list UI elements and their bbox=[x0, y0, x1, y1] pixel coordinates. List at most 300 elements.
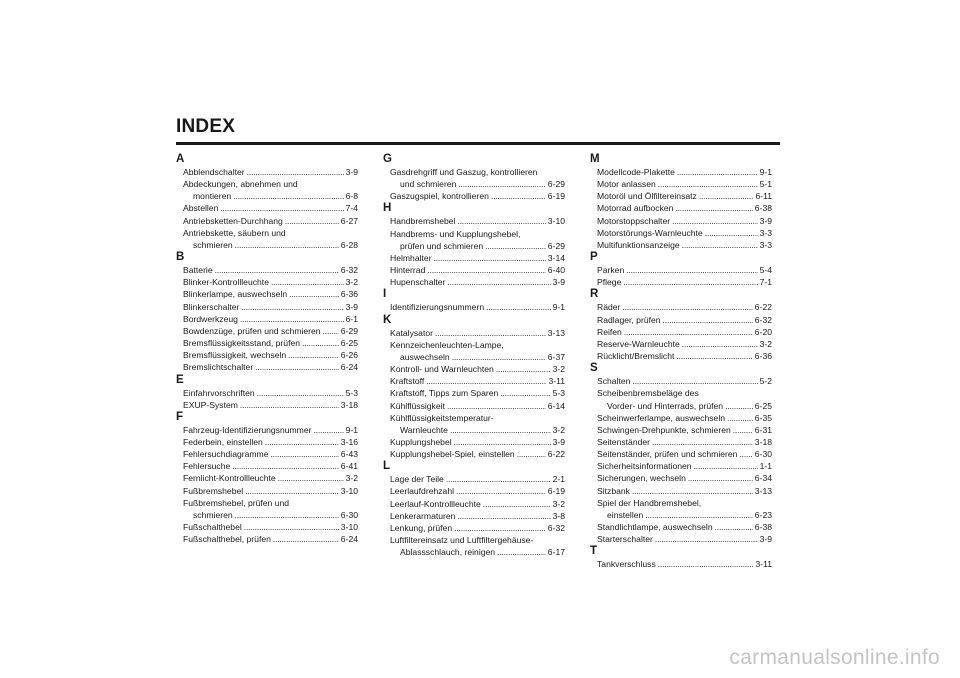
index-section-h bbox=[383, 202, 565, 288]
entry-term: Motorstoppschalter bbox=[597, 215, 671, 226]
entry-term: Lage der Teile bbox=[390, 474, 444, 485]
page-number: 9-1 bbox=[345, 424, 358, 435]
page-number: 2-1 bbox=[552, 474, 565, 485]
dot-leader bbox=[677, 166, 758, 178]
index-section-t bbox=[590, 545, 772, 570]
section-letter: K bbox=[383, 313, 392, 326]
page-number: 6-19 bbox=[547, 486, 565, 497]
entry-term: Bremsflüssigkeit, wechseln bbox=[183, 350, 287, 361]
dot-leader bbox=[715, 521, 753, 533]
page-number: 3-10 bbox=[340, 522, 358, 533]
dot-leader bbox=[426, 375, 546, 387]
entry-term: Reifen bbox=[597, 326, 622, 337]
dot-leader bbox=[278, 472, 344, 484]
index-entry bbox=[590, 485, 772, 497]
title-divider bbox=[176, 142, 780, 145]
index-entry bbox=[383, 190, 565, 202]
entry-term: Fehlersuche bbox=[183, 461, 231, 472]
dot-leader bbox=[435, 327, 546, 339]
entry-term: Batterie bbox=[183, 265, 213, 276]
page-number: 6-29 bbox=[547, 179, 565, 190]
entry-term: Scheibenbremsbeläge des bbox=[597, 388, 699, 399]
dot-leader bbox=[302, 337, 339, 349]
page-number: 6-30 bbox=[754, 449, 772, 460]
index-entry bbox=[590, 533, 772, 545]
index-entry bbox=[176, 424, 358, 436]
section-letter: R bbox=[590, 288, 599, 301]
page-number: 6-24 bbox=[340, 362, 358, 373]
page-title: INDEX bbox=[176, 116, 236, 137]
entry-term: Einfahrvorschriften bbox=[183, 387, 255, 398]
index-section-s bbox=[590, 362, 772, 545]
page-number: 5-2 bbox=[759, 376, 772, 387]
dot-leader bbox=[658, 558, 754, 570]
entry-term: Helmhalter bbox=[390, 252, 432, 263]
index-entry bbox=[383, 339, 565, 363]
index-section-b bbox=[176, 251, 358, 373]
dot-leader bbox=[652, 436, 753, 448]
page-number: 6-35 bbox=[754, 412, 772, 423]
index-entry bbox=[590, 276, 772, 288]
index-section-i bbox=[383, 288, 565, 313]
index-entry bbox=[176, 227, 358, 251]
dot-leader bbox=[500, 387, 550, 399]
index-entry bbox=[383, 485, 565, 497]
index-entry bbox=[176, 485, 358, 497]
entry-term: Fehlersuchdiagramme bbox=[183, 449, 269, 460]
entry-term: EXUP-System bbox=[183, 399, 238, 410]
dot-leader bbox=[632, 375, 757, 387]
index-entry bbox=[590, 460, 772, 472]
dot-leader bbox=[285, 215, 339, 227]
page-number: 6-36 bbox=[754, 351, 772, 362]
dot-leader bbox=[233, 190, 343, 202]
page-number: 3-16 bbox=[340, 436, 358, 447]
section-letter: L bbox=[383, 460, 391, 473]
entry-term: Radlager, prüfen bbox=[597, 314, 661, 325]
entry-term: Motoröl und Ölfiltereinsatz bbox=[597, 191, 697, 202]
index-section-r bbox=[590, 288, 772, 362]
page-number: 6-32 bbox=[547, 522, 565, 533]
section-letter: E bbox=[176, 373, 184, 386]
dot-leader bbox=[725, 400, 753, 412]
page-number: 6-28 bbox=[340, 239, 358, 250]
index-entry bbox=[383, 473, 565, 485]
entry-term: Blinkerlampe, auswechseln bbox=[183, 289, 288, 300]
entry-term: Kontroll- und Warnleuchten bbox=[390, 364, 494, 375]
index-entry bbox=[176, 313, 358, 325]
page-number: 3-2 bbox=[552, 424, 565, 435]
page-number: 3-2 bbox=[759, 338, 772, 349]
entry-term: Scheinwerferlampe, auswechseln bbox=[597, 412, 726, 423]
entry-term: Kupplungshebel bbox=[390, 436, 452, 447]
index-section-p bbox=[590, 251, 772, 288]
index-entry bbox=[176, 178, 358, 202]
entry-term: Modellcode-Plakette bbox=[597, 167, 675, 177]
entry-term: schmieren bbox=[193, 509, 233, 520]
page-number: 6-25 bbox=[754, 400, 772, 411]
section-letter: A bbox=[176, 153, 185, 165]
page-number: 3-2 bbox=[345, 473, 358, 484]
dot-leader bbox=[676, 350, 752, 362]
index-entry bbox=[176, 166, 358, 178]
dot-leader bbox=[247, 166, 344, 178]
entry-term: Gaszugspiel, kontrollieren bbox=[390, 191, 489, 202]
dot-leader bbox=[483, 498, 551, 510]
entry-term: Lenkerarmaturen bbox=[390, 510, 456, 521]
entry-term: Starterschalter bbox=[597, 534, 653, 545]
dot-leader bbox=[271, 276, 344, 288]
page-number: 6-24 bbox=[340, 534, 358, 545]
dot-leader bbox=[632, 485, 753, 497]
dot-leader bbox=[739, 448, 752, 460]
entry-term: Lenkung, prüfen bbox=[390, 522, 453, 533]
dot-leader bbox=[273, 533, 339, 545]
page-number: 6-22 bbox=[547, 449, 565, 460]
index-entry bbox=[590, 301, 772, 313]
index-entry bbox=[176, 436, 358, 448]
index-section-g bbox=[383, 153, 565, 202]
page-number: 3-3 bbox=[759, 227, 772, 238]
entry-term: Kupplungshebel-Spiel, einstellen bbox=[390, 449, 515, 460]
entry-term: Räder bbox=[597, 302, 621, 313]
index-entry bbox=[383, 327, 565, 339]
index-entry bbox=[176, 361, 358, 373]
index-entry bbox=[383, 363, 565, 375]
entry-term: Leerlauf-Kontrollleuchte bbox=[390, 498, 481, 509]
entry-term: Hinterrad bbox=[390, 265, 426, 276]
index-entry bbox=[590, 202, 772, 214]
dot-leader bbox=[235, 509, 339, 521]
index-entry bbox=[590, 239, 772, 251]
page-number: 5-3 bbox=[552, 388, 565, 399]
page-number: 3-8 bbox=[552, 510, 565, 521]
index-entry bbox=[383, 264, 565, 276]
index-column-3 bbox=[590, 153, 772, 571]
entry-term: Sitzbank bbox=[597, 485, 630, 496]
dot-leader bbox=[434, 252, 546, 264]
page-number: 6-40 bbox=[547, 265, 565, 276]
entry-term: Fernlicht-Kontrollleuchte bbox=[183, 473, 276, 484]
index-entry bbox=[383, 436, 565, 448]
page-number: 3-18 bbox=[754, 436, 772, 447]
index-entry bbox=[176, 202, 358, 214]
dot-leader bbox=[240, 399, 339, 411]
dot-leader bbox=[457, 215, 545, 227]
dot-leader bbox=[447, 400, 546, 412]
entry-term: Handbremshebel bbox=[390, 216, 456, 227]
page-number: 3-13 bbox=[547, 327, 565, 338]
page-number: 6-43 bbox=[340, 449, 358, 460]
index-entry bbox=[383, 375, 565, 387]
dot-leader bbox=[244, 521, 339, 533]
index-entry bbox=[383, 387, 565, 399]
entry-term: Katalysator bbox=[390, 327, 433, 338]
entry-term: Handbrems- und Kupplungshebel, bbox=[390, 228, 521, 239]
dot-leader bbox=[450, 424, 551, 436]
page-number: 6-1 bbox=[345, 313, 358, 324]
page-number: 6-38 bbox=[754, 203, 772, 214]
dot-leader bbox=[663, 314, 753, 326]
page-number: 5-1 bbox=[759, 179, 772, 190]
entry-term: Bowdenzüge, prüfen und schmieren bbox=[183, 325, 321, 336]
entry-term: Pflege bbox=[597, 277, 622, 288]
page-number: 6-37 bbox=[547, 351, 565, 362]
index-entry bbox=[383, 215, 565, 227]
page-number: 3-2 bbox=[552, 364, 565, 375]
page-number: 3-18 bbox=[340, 399, 358, 410]
index-entry bbox=[176, 264, 358, 276]
dot-leader bbox=[705, 227, 758, 239]
dot-leader bbox=[699, 190, 754, 202]
index-entry bbox=[383, 534, 565, 558]
page-number: 6-29 bbox=[340, 325, 358, 336]
index-entry bbox=[383, 228, 565, 252]
page-number: 6-31 bbox=[754, 424, 772, 435]
page-number: 6-23 bbox=[754, 509, 772, 520]
dot-leader bbox=[241, 301, 343, 313]
entry-term: auswechseln bbox=[400, 351, 450, 362]
page-number: 3-3 bbox=[759, 239, 772, 250]
entry-term: Motorstörungs-Warnleuchte bbox=[597, 227, 703, 238]
index-entry bbox=[176, 472, 358, 484]
index-entry bbox=[383, 166, 565, 190]
entry-term: Fußschalthebel, prüfen bbox=[183, 534, 271, 545]
index-entry bbox=[176, 276, 358, 288]
page-number: 3-9 bbox=[552, 436, 565, 447]
index-section-k bbox=[383, 314, 565, 461]
dot-leader bbox=[240, 313, 344, 325]
entry-term: einstellen bbox=[607, 509, 644, 520]
dot-leader bbox=[655, 533, 758, 545]
page-number: 3-14 bbox=[547, 252, 565, 263]
index-entry bbox=[590, 497, 772, 521]
dot-leader bbox=[452, 351, 546, 363]
entry-term: Bremsflüssigkeitsstand, prüfen bbox=[183, 338, 301, 349]
entry-term: Warnleuchte bbox=[400, 424, 448, 435]
dot-leader bbox=[456, 485, 546, 497]
dot-leader bbox=[485, 240, 546, 252]
entry-term: Sicherungen, wechseln bbox=[597, 473, 686, 484]
index-entry bbox=[590, 387, 772, 411]
page-number: 3-9 bbox=[552, 277, 565, 288]
entry-term: Gasdrehgriff und Gaszug, kontrollieren bbox=[390, 167, 538, 177]
entry-term: Standlichtlampe, auswechseln bbox=[597, 522, 713, 533]
entry-term: Parken bbox=[597, 265, 625, 276]
index-entry bbox=[590, 350, 772, 362]
section-letter: M bbox=[590, 153, 600, 165]
dot-leader bbox=[427, 264, 545, 276]
index-entry bbox=[383, 498, 565, 510]
page-number: 3-10 bbox=[547, 216, 565, 227]
index-entry bbox=[590, 227, 772, 239]
dot-leader bbox=[645, 509, 752, 521]
dot-leader bbox=[497, 546, 546, 558]
page-number: 1-1 bbox=[759, 461, 772, 472]
dot-leader bbox=[517, 448, 546, 460]
page-number: 3-13 bbox=[754, 485, 772, 496]
index-entry bbox=[590, 190, 772, 202]
page-number: 9-1 bbox=[552, 302, 565, 313]
page-number: 3-2 bbox=[552, 498, 565, 509]
entry-term: Antriebsketten-Durchhang bbox=[183, 215, 283, 226]
dot-leader bbox=[255, 361, 339, 373]
index-entry bbox=[176, 288, 358, 300]
entry-term: Motor anlassen bbox=[597, 179, 656, 190]
page-number: 6-27 bbox=[340, 215, 358, 226]
index-section-e bbox=[176, 374, 358, 411]
page-number: 3-11 bbox=[755, 559, 772, 570]
dot-leader bbox=[682, 338, 758, 350]
index-entry bbox=[590, 521, 772, 533]
entry-term: Schalten bbox=[597, 376, 631, 387]
index-entry bbox=[590, 424, 772, 436]
dot-leader bbox=[727, 412, 753, 424]
entry-term: Bordwerkzeug bbox=[183, 313, 238, 324]
index-entry bbox=[176, 460, 358, 472]
dot-leader bbox=[688, 472, 753, 484]
entry-term: Blinkerschalter bbox=[183, 301, 240, 312]
index-entry bbox=[383, 252, 565, 264]
entry-term: Identifizierungsnummern bbox=[390, 302, 485, 313]
entry-term: Antriebskette, säubern und bbox=[183, 227, 286, 238]
dot-leader bbox=[220, 202, 343, 214]
index-entry bbox=[590, 264, 772, 276]
dot-leader bbox=[624, 326, 753, 338]
dot-leader bbox=[694, 460, 758, 472]
dot-leader bbox=[446, 473, 551, 485]
entry-term: Tankverschluss bbox=[597, 559, 656, 570]
entry-term: Abblendschalter bbox=[183, 167, 245, 177]
entry-term: Fußbremshebel, prüfen und bbox=[183, 497, 290, 508]
index-entry bbox=[176, 325, 358, 337]
entry-term: Seitenständer, prüfen und schmieren bbox=[597, 449, 738, 460]
entry-term: Schwingen-Drehpunkte, schmieren bbox=[597, 424, 731, 435]
entry-term: Seitenständer bbox=[597, 436, 651, 447]
dot-leader bbox=[458, 178, 545, 190]
watermark: carmanualsonline.info bbox=[729, 646, 940, 669]
index-entry bbox=[383, 412, 565, 436]
index-entry bbox=[176, 349, 358, 361]
dot-leader bbox=[658, 178, 758, 190]
page-number: 3-10 bbox=[340, 485, 358, 496]
section-letter: G bbox=[383, 153, 392, 165]
entry-term: Motorrad aufbocken bbox=[597, 203, 674, 214]
index-entry bbox=[176, 497, 358, 521]
dot-leader bbox=[457, 510, 550, 522]
index-entry bbox=[590, 338, 772, 350]
entry-term: Abdeckungen, abnehmen und bbox=[183, 179, 298, 190]
entry-term: Vorder- und Hinterrads, prüfen bbox=[607, 400, 724, 411]
index-entry bbox=[176, 301, 358, 313]
section-letter: T bbox=[590, 545, 598, 558]
index-section-l bbox=[383, 460, 565, 558]
section-letter: I bbox=[383, 288, 387, 301]
entry-term: Abstellen bbox=[183, 203, 219, 214]
page-number: 6-19 bbox=[547, 191, 565, 202]
page-number: 6-14 bbox=[547, 400, 565, 411]
index-entry bbox=[590, 448, 772, 460]
page-number: 6-38 bbox=[754, 522, 772, 533]
dot-leader bbox=[496, 363, 551, 375]
index-entry bbox=[590, 314, 772, 326]
index-entry bbox=[590, 472, 772, 484]
index-entry bbox=[176, 399, 358, 411]
dot-leader bbox=[447, 276, 550, 288]
entry-term: Luftfiltereinsatz und Luftfiltergehäuse- bbox=[390, 535, 534, 546]
page-number: 3-9 bbox=[759, 534, 772, 545]
page-number: 7-4 bbox=[345, 203, 358, 214]
dot-leader bbox=[257, 387, 344, 399]
entry-term: Rücklicht/Bremslicht bbox=[597, 351, 675, 362]
section-letter: P bbox=[590, 251, 598, 264]
entry-term: Spiel der Handbremshebel, bbox=[597, 497, 702, 508]
entry-term: Fußbremshebel bbox=[183, 485, 244, 496]
dot-leader bbox=[672, 215, 757, 227]
index-entry bbox=[176, 215, 358, 227]
page-number: 3-9 bbox=[345, 167, 358, 177]
dot-leader bbox=[454, 522, 546, 534]
page-number: 5-3 bbox=[345, 387, 358, 398]
entry-term: Ablassschlauch, reinigen bbox=[400, 547, 496, 558]
section-letter: S bbox=[590, 362, 598, 375]
page-number: 6-11 bbox=[755, 191, 772, 202]
section-letter: B bbox=[176, 251, 185, 264]
dot-leader bbox=[271, 448, 339, 460]
dot-leader bbox=[491, 190, 546, 202]
entry-term: Kennzeichenleuchten-Lampe, bbox=[390, 339, 504, 350]
page-number: 6-41 bbox=[340, 461, 358, 472]
section-letter: H bbox=[383, 202, 392, 215]
entry-term: Kühlflüssigkeit bbox=[390, 400, 445, 411]
page-number: 3-9 bbox=[345, 301, 358, 312]
dot-leader bbox=[675, 202, 752, 214]
entry-term: schmieren bbox=[193, 239, 233, 250]
entry-term: und schmieren bbox=[400, 179, 457, 190]
dot-leader bbox=[314, 424, 344, 436]
page-number: 9-1 bbox=[759, 167, 772, 177]
dot-leader bbox=[245, 485, 339, 497]
index-entry bbox=[590, 166, 772, 178]
entry-term: Kraftstoff bbox=[390, 376, 425, 387]
dot-leader bbox=[288, 349, 339, 361]
entry-term: Bremslichtschalter bbox=[183, 362, 254, 373]
dot-leader bbox=[215, 264, 339, 276]
index-entry bbox=[383, 276, 565, 288]
index-column-1 bbox=[176, 153, 358, 545]
index-section-a bbox=[176, 153, 358, 251]
index-column-2 bbox=[383, 153, 565, 558]
dot-leader bbox=[626, 264, 757, 276]
entry-term: Fahrzeug-Identifizierungsnummer bbox=[183, 424, 312, 435]
dot-leader bbox=[733, 424, 753, 436]
index-entry bbox=[176, 533, 358, 545]
index-entry bbox=[383, 400, 565, 412]
entry-term: Kühlflüssigkeitstemperatur- bbox=[390, 412, 494, 423]
page-number: 6-8 bbox=[345, 191, 358, 202]
entry-term: Leerlaufdrehzahl bbox=[390, 486, 455, 497]
dot-leader bbox=[323, 325, 339, 337]
page-number: 6-32 bbox=[340, 265, 358, 276]
index-entry bbox=[176, 448, 358, 460]
entry-term: Kraftstoff, Tipps zum Sparen bbox=[390, 388, 499, 399]
page-number: 6-26 bbox=[340, 350, 358, 361]
index-entry bbox=[176, 521, 358, 533]
dot-leader bbox=[486, 301, 550, 313]
page-number: 6-32 bbox=[754, 314, 772, 325]
index-entry bbox=[383, 448, 565, 460]
entry-term: Hupenschalter bbox=[390, 277, 446, 288]
